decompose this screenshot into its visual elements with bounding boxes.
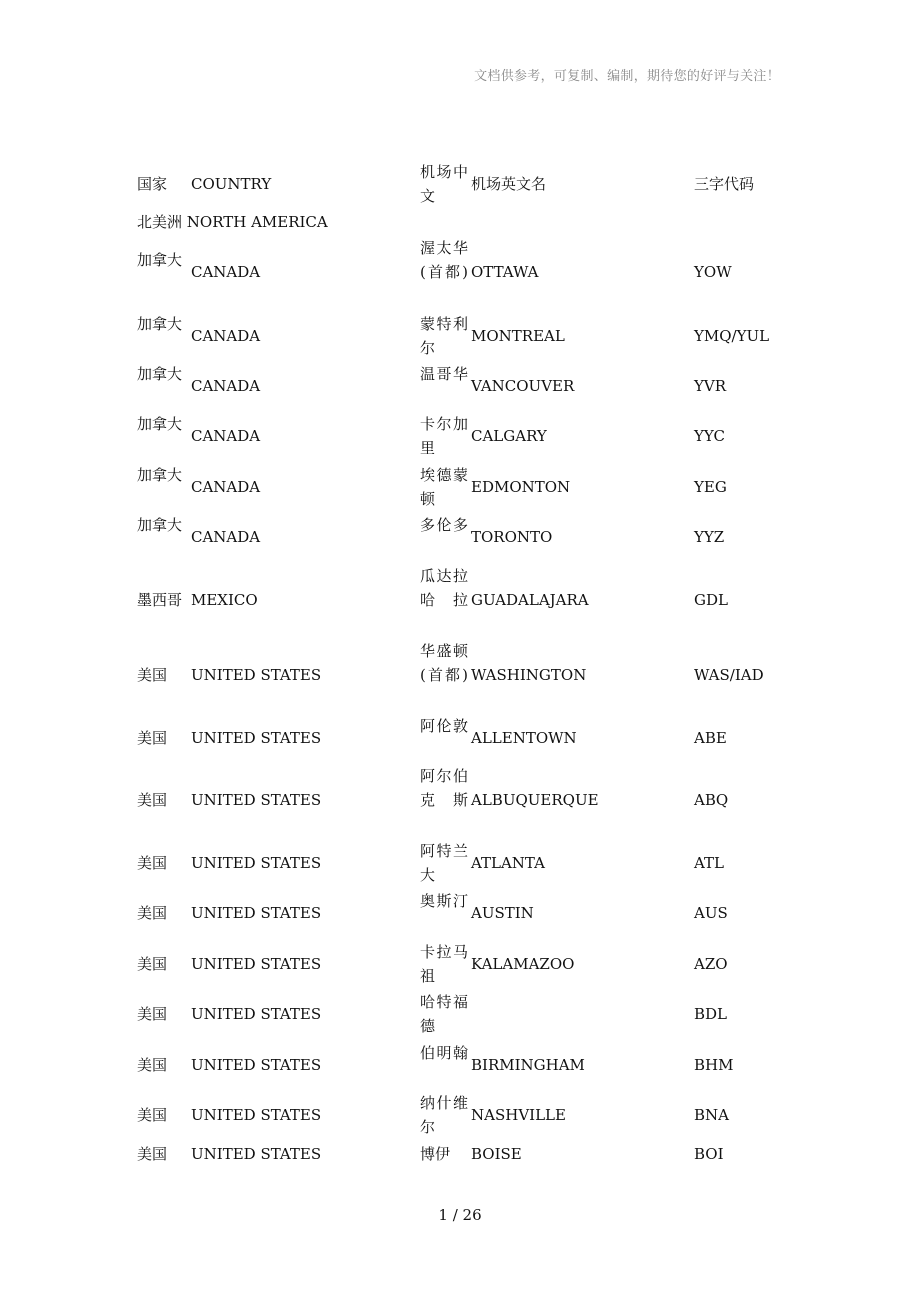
table-row — [0, 990, 920, 1038]
header-code: 三字代码 — [694, 175, 755, 193]
table-row — [0, 362, 920, 410]
airport-code: AZO — [694, 955, 728, 973]
airport-en: NASHVILLE — [471, 1106, 566, 1124]
airport-code: BDL — [694, 1005, 728, 1023]
airport-en: VANCOUVER — [471, 377, 575, 395]
page-total: / 26 — [452, 1206, 482, 1224]
airport-en: MONTREAL — [471, 327, 565, 345]
airport-en: AUSTIN — [471, 904, 534, 922]
airport-en: GUADALAJARA — [471, 591, 589, 609]
country-cn: 美国 — [137, 1106, 168, 1124]
airport-code: ABQ — [694, 791, 729, 809]
header-country-cn: 国家 — [137, 175, 168, 193]
country-cn: 美国 — [137, 791, 168, 809]
airport-code: WAS/IAD — [694, 666, 764, 684]
country-en: UNITED STATES — [191, 666, 322, 684]
table-row — [0, 764, 920, 836]
country-cn: 美国 — [137, 854, 168, 872]
country-cn: 加拿大 — [137, 516, 183, 534]
country-en: UNITED STATES — [191, 1106, 322, 1124]
country-cn: 加拿大 — [137, 315, 183, 333]
country-cn: 加拿大 — [137, 251, 183, 269]
airport-en: ATLANTA — [471, 854, 545, 872]
table-header-row — [0, 160, 920, 208]
table-row — [0, 1091, 920, 1139]
airport-cn: 博伊 — [420, 1145, 451, 1163]
airport-cn: 纳什维尔 — [420, 1094, 468, 1136]
country-en: UNITED STATES — [191, 1056, 322, 1074]
country-en: CANADA — [191, 528, 261, 546]
airport-code: YYC — [694, 427, 726, 445]
airport-cn: 阿尔伯克斯 — [420, 767, 468, 809]
country-en: UNITED STATES — [191, 904, 322, 922]
region-label: 北美洲 NORTH AMERICA — [137, 213, 328, 231]
airport-cn: 卡尔加里 — [420, 415, 468, 457]
header-country-en: COUNTRY — [191, 175, 272, 193]
country-cn: 美国 — [137, 666, 168, 684]
country-cn: 加拿大 — [137, 365, 183, 383]
table-row — [0, 513, 920, 561]
airport-en: WASHINGTON — [471, 666, 587, 684]
country-en: UNITED STATES — [191, 791, 322, 809]
airport-code: AUS — [694, 904, 728, 922]
table-row — [0, 412, 920, 460]
airport-en: BIRMINGHAM — [471, 1056, 585, 1074]
country-cn: 美国 — [137, 955, 168, 973]
country-en: UNITED STATES — [191, 955, 322, 973]
table-row — [0, 639, 920, 711]
airport-en: ALBUQUERQUE — [471, 791, 599, 809]
airport-code: ABE — [694, 729, 727, 747]
page-footer — [0, 1206, 920, 1224]
table-row — [0, 1142, 920, 1166]
airport-cn: 多伦多 — [420, 516, 468, 534]
airport-cn: 瓜达拉哈拉 — [420, 567, 468, 609]
airport-en: ALLENTOWN — [471, 729, 577, 747]
table-row — [0, 839, 920, 887]
table-row — [0, 889, 920, 937]
airport-cn: 伯明翰 — [420, 1044, 468, 1062]
airport-code: YVR — [694, 377, 727, 395]
country-cn: 加拿大 — [137, 415, 183, 433]
country-cn: 美国 — [137, 904, 168, 922]
airport-en: TORONTO — [471, 528, 553, 546]
country-en: UNITED STATES — [191, 854, 322, 872]
airport-cn: 华盛顿(首都) — [420, 642, 468, 684]
header-note: 文档供参考，可复制、编制，期待您的好评与关注！ — [474, 69, 780, 84]
table-row — [0, 564, 920, 636]
country-en: UNITED STATES — [191, 1005, 322, 1023]
country-cn: 美国 — [137, 1056, 168, 1074]
country-en: CANADA — [191, 377, 261, 395]
country-en: UNITED STATES — [191, 729, 322, 747]
table-row — [0, 1041, 920, 1089]
airport-code: YYZ — [694, 528, 725, 546]
airport-cn: 哈特福德 — [420, 993, 468, 1035]
table-row — [0, 940, 920, 988]
airport-cn: 阿特兰大 — [420, 842, 468, 884]
country-en: UNITED STATES — [191, 1145, 322, 1163]
header-airport-cn: 机场中文 — [420, 163, 468, 205]
country-en: CANADA — [191, 263, 261, 281]
airport-cn: 渥太华(首都) — [420, 239, 468, 281]
country-en: CANADA — [191, 427, 261, 445]
airport-code: BNA — [694, 1106, 729, 1124]
airport-code: YMQ/YUL — [694, 327, 770, 345]
airport-code: YOW — [694, 263, 732, 281]
country-en: CANADA — [191, 327, 261, 345]
airport-cn: 温哥华 — [420, 365, 468, 383]
airport-code: BOI — [694, 1145, 724, 1163]
country-en: MEXICO — [191, 591, 258, 609]
airport-en: OTTAWA — [471, 263, 539, 281]
airport-code: BHM — [694, 1056, 734, 1074]
table-row — [0, 463, 920, 511]
airport-en: BOISE — [471, 1145, 522, 1163]
airport-code: ATL — [694, 854, 724, 872]
country-cn: 美国 — [137, 1005, 168, 1023]
airport-cn: 卡拉马祖 — [420, 943, 468, 985]
airport-en: CALGARY — [471, 427, 547, 445]
airport-cn: 奥斯汀 — [420, 892, 468, 910]
airport-code: GDL — [694, 591, 728, 609]
country-cn: 美国 — [137, 1145, 168, 1163]
airport-cn: 阿伦敦 — [420, 717, 468, 735]
airport-cn: 埃德蒙顿 — [420, 466, 468, 508]
airport-en: KALAMAZOO — [471, 955, 575, 973]
page-number: 1 — [438, 1206, 448, 1224]
country-en: CANADA — [191, 478, 261, 496]
header-airport-en: 机场英文名 — [471, 175, 547, 193]
table-row — [0, 312, 920, 360]
airport-cn: 蒙特利尔 — [420, 315, 468, 357]
table-row — [0, 714, 920, 762]
table-row — [0, 236, 920, 308]
country-cn: 美国 — [137, 729, 168, 747]
country-cn: 加拿大 — [137, 466, 183, 484]
airport-en: EDMONTON — [471, 478, 571, 496]
airport-code: YEG — [694, 478, 727, 496]
country-cn: 墨西哥 — [137, 591, 183, 609]
